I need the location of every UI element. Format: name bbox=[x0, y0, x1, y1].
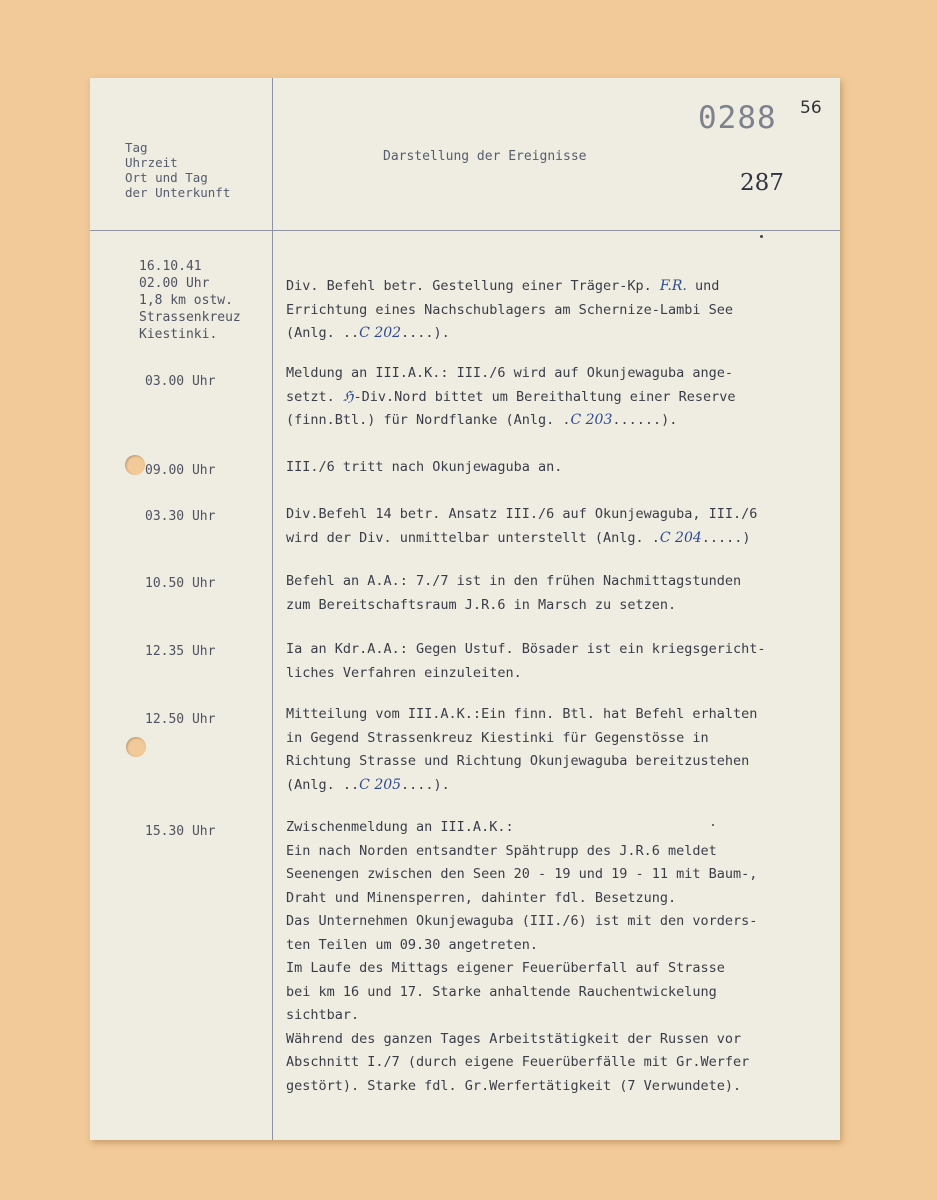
entry-text-line bbox=[286, 503, 757, 527]
entry-text-line bbox=[286, 727, 757, 751]
entry-text-line bbox=[286, 409, 735, 433]
entry-text-line bbox=[286, 887, 757, 911]
handwritten-annotation: F.R. bbox=[659, 278, 687, 294]
typed-text: ....). bbox=[401, 325, 450, 341]
punch-hole bbox=[126, 737, 146, 757]
typed-text: ......). bbox=[612, 412, 678, 428]
entry-text bbox=[286, 570, 741, 617]
column-divider bbox=[272, 78, 273, 1140]
typed-text: Im Laufe des Mittags eigener Feuerüberfall auf Strasse bbox=[286, 960, 725, 976]
entry-text-line bbox=[286, 1051, 757, 1075]
typed-text: Ia an Kdr.A.A.: Gegen Ustuf. Bösader ist ein kriegsgericht- bbox=[286, 641, 766, 657]
entry-time-line: 12.35 Uhr bbox=[145, 644, 216, 659]
entry-time bbox=[145, 711, 215, 728]
typed-text: gestört). Starke fdl. Gr.Werfertätigkeit (7 Verwundete). bbox=[286, 1077, 742, 1094]
entry-time-line: 03.30 Uhr bbox=[145, 509, 216, 524]
entry-text-line bbox=[286, 662, 766, 686]
typed-text: Draht und Minensperren, dahinter fdl. Besetzung. bbox=[286, 889, 677, 906]
entry-time bbox=[145, 373, 215, 390]
entry-time bbox=[139, 258, 241, 343]
typed-text: Das Unternehmen Okunjewaguba (III./6) ist mit den vorders- bbox=[286, 913, 758, 929]
typed-text: Abschnitt I./7 (durch eigene Feuerüberfälle mit Gr.Werfer bbox=[286, 1054, 750, 1070]
entry-time-line: 1,8 km ostw. bbox=[139, 293, 233, 308]
typed-text: Errichtung eines Nachschublagers am Schernize-Lambi See bbox=[286, 301, 734, 318]
entry-text-line bbox=[286, 703, 757, 727]
typed-text: bei km 16 und 17. Starke anhaltende Rauchentwickelung bbox=[286, 983, 717, 1000]
entry-text-line bbox=[286, 638, 766, 662]
entry-time-line: 10.50 Uhr bbox=[145, 576, 216, 591]
entry-text-line bbox=[286, 322, 733, 346]
typed-text: III./6 tritt nach Okunjewaguba an. bbox=[286, 459, 563, 475]
entry-text-line bbox=[286, 275, 733, 299]
entry-text-line bbox=[286, 594, 741, 618]
entry-time-line: Kiestinki. bbox=[139, 327, 218, 342]
typed-text: zum Bereitschaftsraum J.R.6 in Marsch zu setzen. bbox=[286, 596, 677, 613]
entry-time-line: 02.00 Uhr bbox=[139, 276, 210, 291]
typed-text: ten Teilen um 09.30 angetreten. bbox=[286, 936, 538, 953]
header-title: Darstellung der Ereignisse bbox=[383, 149, 587, 164]
entry-text-line bbox=[286, 362, 735, 386]
typed-text: Seenengen zwischen den Seen 20 - 19 und 19 - 11 mit Baum-, bbox=[286, 866, 758, 882]
header-left-line: Uhrzeit bbox=[125, 155, 178, 170]
typed-text: sichtbar. bbox=[286, 1007, 360, 1023]
entry-text bbox=[286, 703, 757, 797]
entry-text-line bbox=[286, 840, 757, 864]
typed-text: Während des ganzen Tages Arbeitstätigkeit der Russen vor bbox=[286, 1030, 742, 1047]
entry-text-line bbox=[286, 750, 757, 774]
header-left-column bbox=[125, 140, 230, 200]
typed-text: Mitteilung vom III.A.K.:Ein finn. Btl. hat Befehl erhalten bbox=[286, 706, 758, 722]
entry-text-line bbox=[286, 934, 757, 958]
entry-time bbox=[145, 643, 215, 660]
entry-text-line bbox=[286, 386, 735, 410]
typed-text: setzt. bbox=[286, 388, 343, 405]
typed-text: ....). bbox=[401, 776, 450, 793]
header-left-line: Ort und Tag bbox=[125, 170, 208, 185]
header-divider bbox=[90, 230, 840, 231]
entry-time bbox=[145, 462, 215, 479]
typed-text: .....) bbox=[701, 529, 751, 546]
typed-text: wird der Div. unmittelbar unterstellt (Anlg. . bbox=[286, 529, 660, 546]
header-left-line: der Unterkunft bbox=[125, 185, 231, 200]
entry-time bbox=[145, 575, 215, 592]
entry-time-line: 09.00 Uhr bbox=[145, 463, 216, 478]
entry-text-line bbox=[286, 1028, 757, 1052]
typed-text: Ein nach Norden entsandter Spähtrupp des J.R.6 meldet bbox=[286, 842, 717, 859]
entry-text bbox=[286, 638, 766, 685]
entry-text-line bbox=[286, 774, 757, 798]
archive-stamp-number: 0288 bbox=[698, 100, 777, 136]
typed-text: in Gegend Strassenkreuz Kiestinki für Gegenstösse in bbox=[286, 729, 709, 746]
document-page bbox=[90, 78, 840, 1140]
entry-time-line: 03.00 Uhr bbox=[145, 374, 216, 389]
typed-text: (Anlg. .. bbox=[286, 325, 360, 341]
typed-text: Div. Befehl betr. Gestellung einer Träger-Kp. bbox=[286, 278, 660, 294]
entry-text-line bbox=[286, 981, 757, 1005]
entry-text-line bbox=[286, 1075, 757, 1099]
header-left-line: Tag bbox=[125, 140, 148, 155]
entry-text-line bbox=[286, 816, 757, 840]
entry-text-line bbox=[286, 570, 741, 594]
entry-text-line bbox=[286, 1004, 757, 1028]
entry-time bbox=[145, 823, 215, 840]
handwritten-annotation: C 202 bbox=[359, 325, 402, 341]
folio-number: 287 bbox=[740, 170, 784, 196]
handwritten-annotation: C 204 bbox=[659, 529, 702, 546]
entry-text-line bbox=[286, 910, 757, 934]
typed-text: liches Verfahren einzuleiten. bbox=[286, 664, 522, 681]
entry-text-line bbox=[286, 456, 562, 480]
handwritten-annotation: C 203 bbox=[570, 412, 613, 428]
entry-text bbox=[286, 816, 757, 1098]
entry-text bbox=[286, 503, 757, 550]
entry-time-line: 16.10.41 bbox=[139, 259, 202, 274]
entry-text bbox=[286, 275, 733, 346]
entry-text bbox=[286, 456, 562, 480]
ink-dot bbox=[760, 235, 763, 238]
typed-text: und bbox=[686, 278, 720, 294]
typed-text: (Anlg. .. bbox=[286, 776, 360, 793]
entry-text bbox=[286, 362, 735, 433]
entry-time-line: 12.50 Uhr bbox=[145, 712, 216, 727]
entry-time-line: Strassenkreuz bbox=[139, 310, 241, 325]
entry-text-line bbox=[286, 957, 757, 981]
punch-hole bbox=[125, 455, 145, 475]
typed-text: Div.Befehl 14 betr. Ansatz III./6 auf Okunjewaguba, III./6 bbox=[286, 506, 758, 522]
typed-text: Richtung Strasse und Richtung Okunjewaguba bereitzustehen bbox=[286, 753, 750, 769]
page-number: 56 bbox=[800, 98, 822, 118]
handwritten-annotation: ℌ bbox=[342, 388, 354, 405]
handwritten-annotation: C 205 bbox=[359, 776, 402, 793]
typed-text: Zwischenmeldung an III.A.K.: bbox=[286, 819, 514, 835]
entry-text-line bbox=[286, 299, 733, 323]
typed-text: (finn.Btl.) für Nordflanke (Anlg. . bbox=[286, 412, 571, 428]
entry-time bbox=[145, 508, 215, 525]
typed-text: Meldung an III.A.K.: III./6 wird auf Okunjewaguba ange- bbox=[286, 365, 734, 381]
entry-text-line bbox=[286, 527, 757, 551]
entry-time-line: 15.30 Uhr bbox=[145, 824, 216, 839]
typed-text: -Div.Nord bittet um Bereithaltung einer Reserve bbox=[353, 388, 736, 405]
typed-text: Befehl an A.A.: 7./7 ist in den frühen Nachmittagstunden bbox=[286, 573, 742, 589]
entry-text-line bbox=[286, 863, 757, 887]
